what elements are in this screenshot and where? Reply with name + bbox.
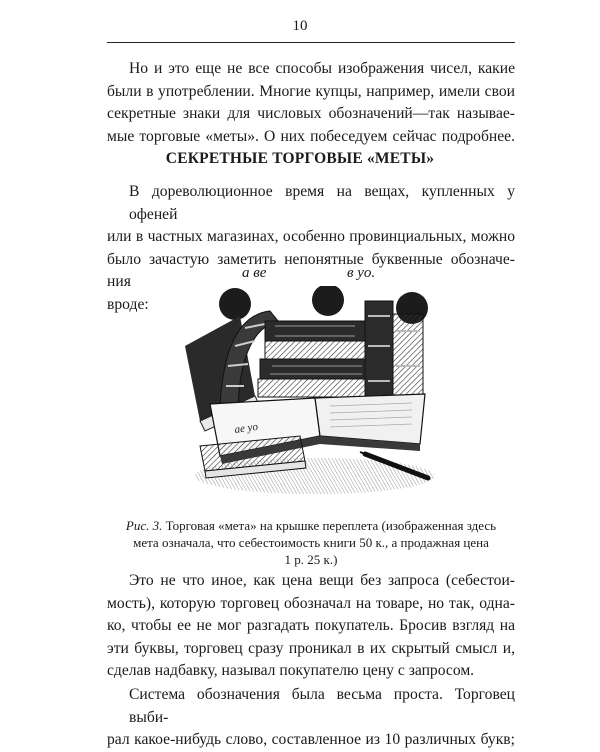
- page-number: 10: [292, 18, 308, 34]
- paragraph-2: [107, 570, 515, 683]
- paragraph-line: рал какое-нибудь слово, составленное из 10 различных букв;: [107, 731, 515, 748]
- book-stack: [258, 321, 370, 397]
- intro-paragraph: [107, 58, 515, 148]
- trade-mark-second: в уо.: [347, 265, 376, 281]
- caption-line: 1 р. 25 к.): [284, 552, 338, 567]
- paragraph-line: Это не что иное, как цена вещи без запроса (себестои-: [129, 572, 515, 589]
- background-ball: [219, 288, 251, 320]
- paragraph-3: [107, 684, 515, 752]
- paragraph-line: мость), которую торговец обозначал на товаре, но так, одна-: [107, 594, 515, 612]
- paragraph-line: или в частных магазинах, особенно провинциальных, можно: [107, 228, 515, 245]
- intro-line: мые торговые «меты». О них побеседуем сейчас подробнее.: [107, 127, 515, 145]
- paragraph-line: сделав надбавку, называл покупателю цену с запросом.: [107, 662, 475, 679]
- intro-line: были в употреблении. Многие купцы, например, имели свои: [107, 82, 515, 100]
- caption-line: Торговая «мета» на крышке переплета (изображенная здесь: [165, 518, 497, 533]
- intro-line: секретные знаки для числовых обозначений—так называе-: [107, 105, 515, 122]
- caption-line: мета означала, что себестоимость книги 50 к., а продажная цена: [133, 535, 489, 550]
- figure-label: Рис. 3.: [125, 518, 163, 533]
- section-heading: СЕКРЕТНЫЕ ТОРГОВЫЕ «МЕТЫ»: [165, 150, 435, 167]
- cover-inscription: ае уо: [233, 420, 259, 436]
- paragraph-line: Система обозначения была весьма проста. Торговец выби-: [129, 686, 515, 726]
- intro-line: Но и это еще не все способы изображения чисел, какие: [129, 60, 515, 77]
- header-rule: [107, 42, 515, 43]
- paragraph-line: В дореволюционное время на вещах, купленных у офеней: [129, 183, 515, 223]
- books-illustration: [180, 286, 442, 501]
- trade-mark-first: а ве: [242, 265, 267, 281]
- paragraph-line: эти буквы, торговец сразу проникал в их скрытый смысл и,: [107, 639, 515, 657]
- paragraph-line: ко, чтобы ее не мог разгадать покупатель. Бросив взгляд на: [107, 617, 515, 634]
- paragraph-line: вроде:: [107, 295, 149, 313]
- figure-caption: [107, 517, 515, 568]
- background-ball: [312, 286, 344, 316]
- paragraph-line: было зачастую заметить непонятные буквенные обозначе-ния: [107, 250, 515, 290]
